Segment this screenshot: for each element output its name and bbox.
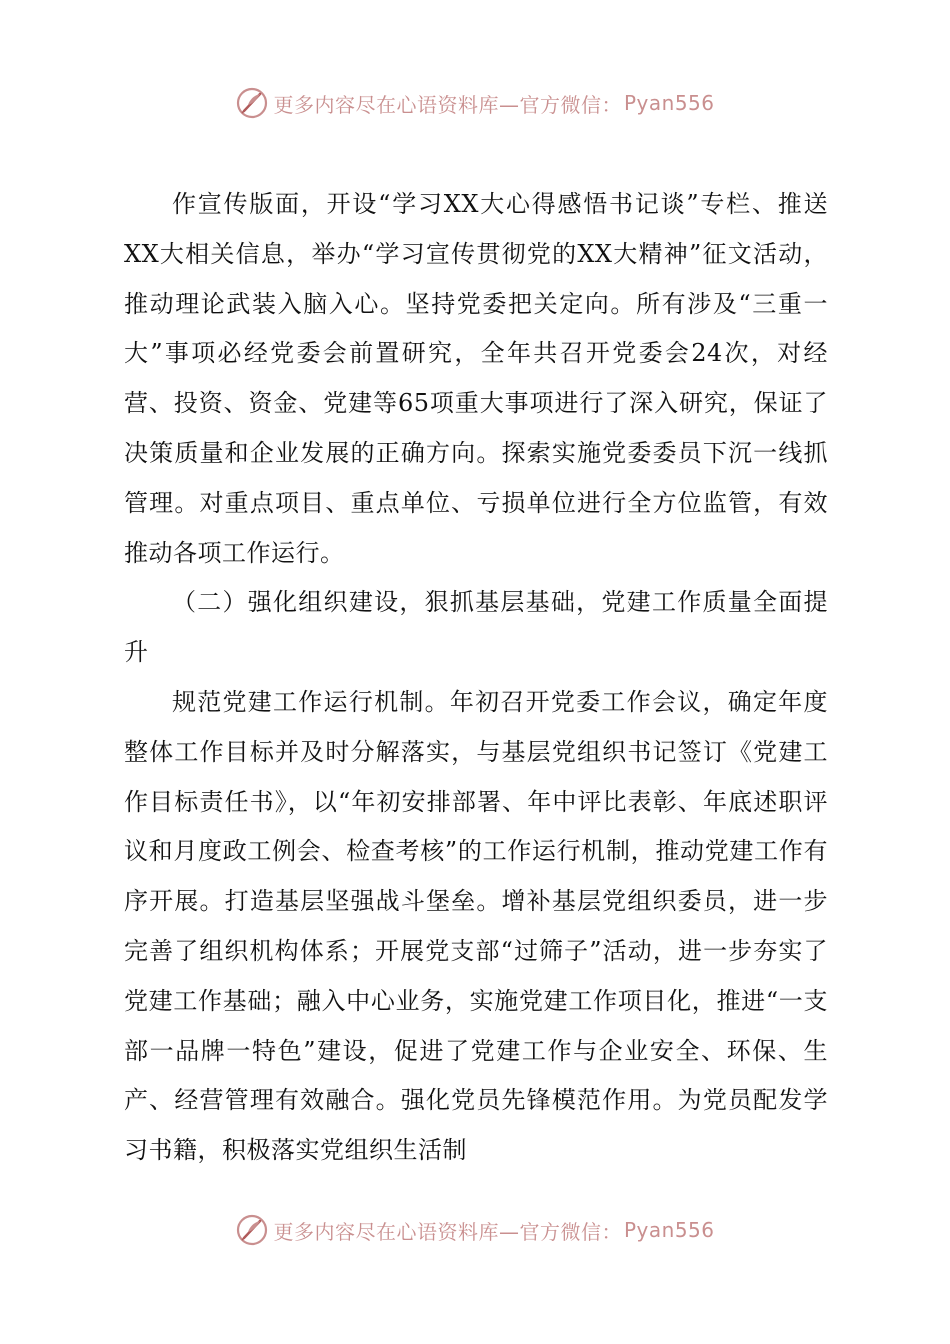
banner-text: 更多内容尽在心语资料库—官方微信： <box>273 92 622 117</box>
banner-text: 更多内容尽在心语资料库—官方微信： <box>273 1219 622 1244</box>
section-heading-2: （二）强化组织建设，狠抓基层基础，党建工作质量全面提升 <box>124 588 828 667</box>
paragraph-2: 规范党建工作运行机制。年初召开党委工作会议，确定年度整体工作目标并及时分解落实，与基层党组织书记签订《党建工作目标责任书》，以“年初安排部署、年中评比表彰、年底述职评议和月度政工例会、检查考核”的工作运行机制，推动党建工作有序开展。打造基层坚强战斗堡垒。增补基层党组织委员，进一步完善了组织机构体系；开展党支部“过筛子”活动，进一步夯实了党建工作基础；融入中心业务，实施党建工作项目化，推进“一支部一品牌一特色”建设，促进了党建工作与企业安全、环保、生产、经营管理有效融合。强化党员先锋模范作用。为党员配发学习书籍，积极落实党组织生活制 <box>124 687 828 1165</box>
wechat-id: Pyan556 <box>623 91 715 115</box>
document-body <box>124 180 828 1176</box>
paragraph-1: 作宣传版面，开设“学习XX大心得感悟书记谈”专栏、推送XX大相关信息，举办“学习宣传贯彻党的XX大精神”征文活动，推动理论武装入脑入心。坚持党委把关定向。所有涉及“三重一大”事项必经党委会前置研究，全年共召开党委会24次，对经营、投资、资金、党建等65项重大事项进行了深入研究，保证了决策质量和企业发展的正确方向。探索实施党委委员下沉一线抓管理。对重点项目、重点单位、亏损单位进行全方位监管，有效推动各项工作运行。 <box>124 190 828 567</box>
wechat-id: Pyan556 <box>623 1218 715 1242</box>
footer-watermark-banner <box>0 1210 950 1250</box>
quill-pen-icon <box>235 1213 269 1247</box>
header-watermark-banner <box>0 83 950 123</box>
quill-pen-icon <box>235 86 269 120</box>
